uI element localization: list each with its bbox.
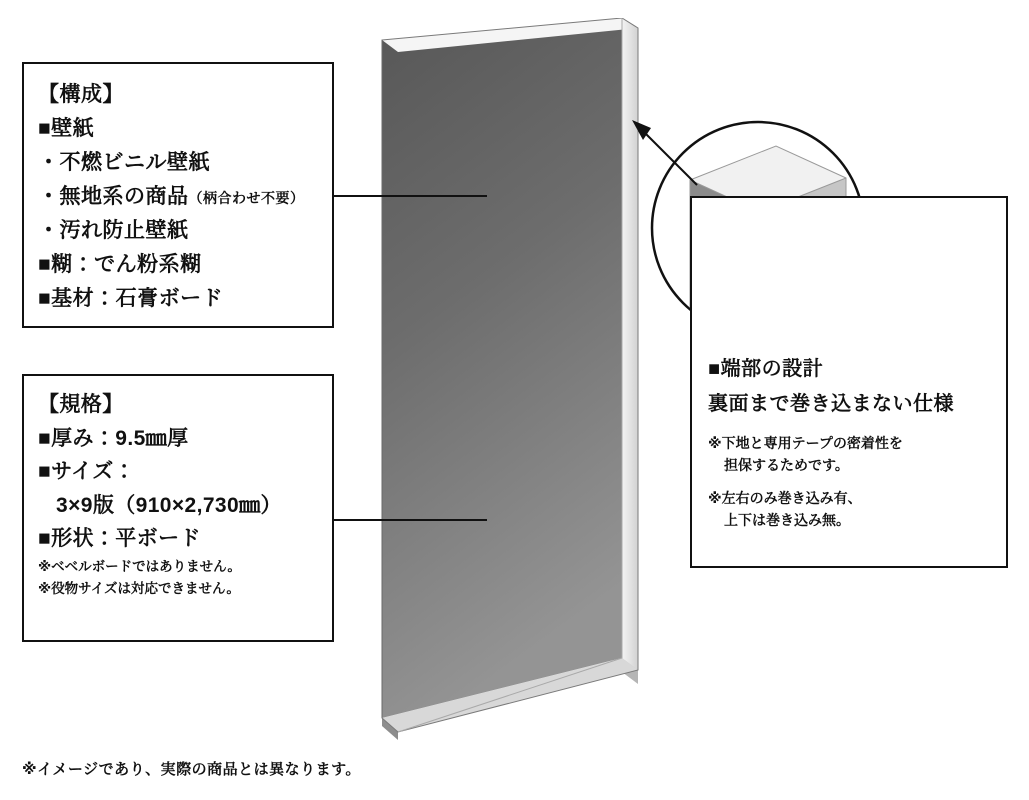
edge-note-2-line-1: ※左右のみ巻き込み有、 [708,489,862,506]
edge-design-content [708,352,998,532]
edge-design-box [690,196,1008,568]
standard-note-2: ※役物サイズは対応できません。 [38,581,240,597]
composition-item-nonflammable: ・不燃ビニル壁紙 [38,151,210,175]
edge-note-2 [708,487,998,532]
standard-thickness: ■厚み：9.5㎜厚 [38,426,189,450]
composition-item-plain: ・無地系の商品（柄合わせ不要） [38,185,305,209]
edge-heading: ■端部の設計 [708,358,824,380]
standard-spec-box [22,374,334,642]
standard-shape: ■形状：平ボード [38,527,201,551]
edge-note-1 [708,432,998,477]
gypsum-board-illustration [370,18,670,758]
edge-subheading: 裏面まで巻き込まない仕様 [708,393,954,415]
standard-title: 【規格】 [38,393,124,416]
standard-size-value: 3×9版（910×2,730㎜） [56,493,282,517]
composition-item-wallpaper: ■壁紙 [38,117,95,141]
composition-item-glue: ■糊：でん粉系糊 [38,253,202,277]
edge-note-1-line-1: ※下地と専用テープの密着性を [708,435,903,451]
standard-size-label: ■サイズ： [38,460,136,484]
edge-note-1-line-2: 担保するためです。 [724,457,849,474]
footer-disclaimer: ※イメージであり、実際の商品とは異なります。 [22,761,361,778]
composition-spec-box [22,62,334,328]
composition-item-stainproof: ・汚れ防止壁紙 [38,219,189,243]
edge-note-2-line-2: 上下は巻き込み無。 [724,512,850,529]
composition-item-substrate: ■基材：石膏ボード [38,287,224,311]
standard-note-1: ※ベベルボードではありません。 [38,558,241,574]
composition-item-plain-note: （柄合わせ不要） [188,190,305,207]
composition-title: 【構成】 [38,83,124,106]
